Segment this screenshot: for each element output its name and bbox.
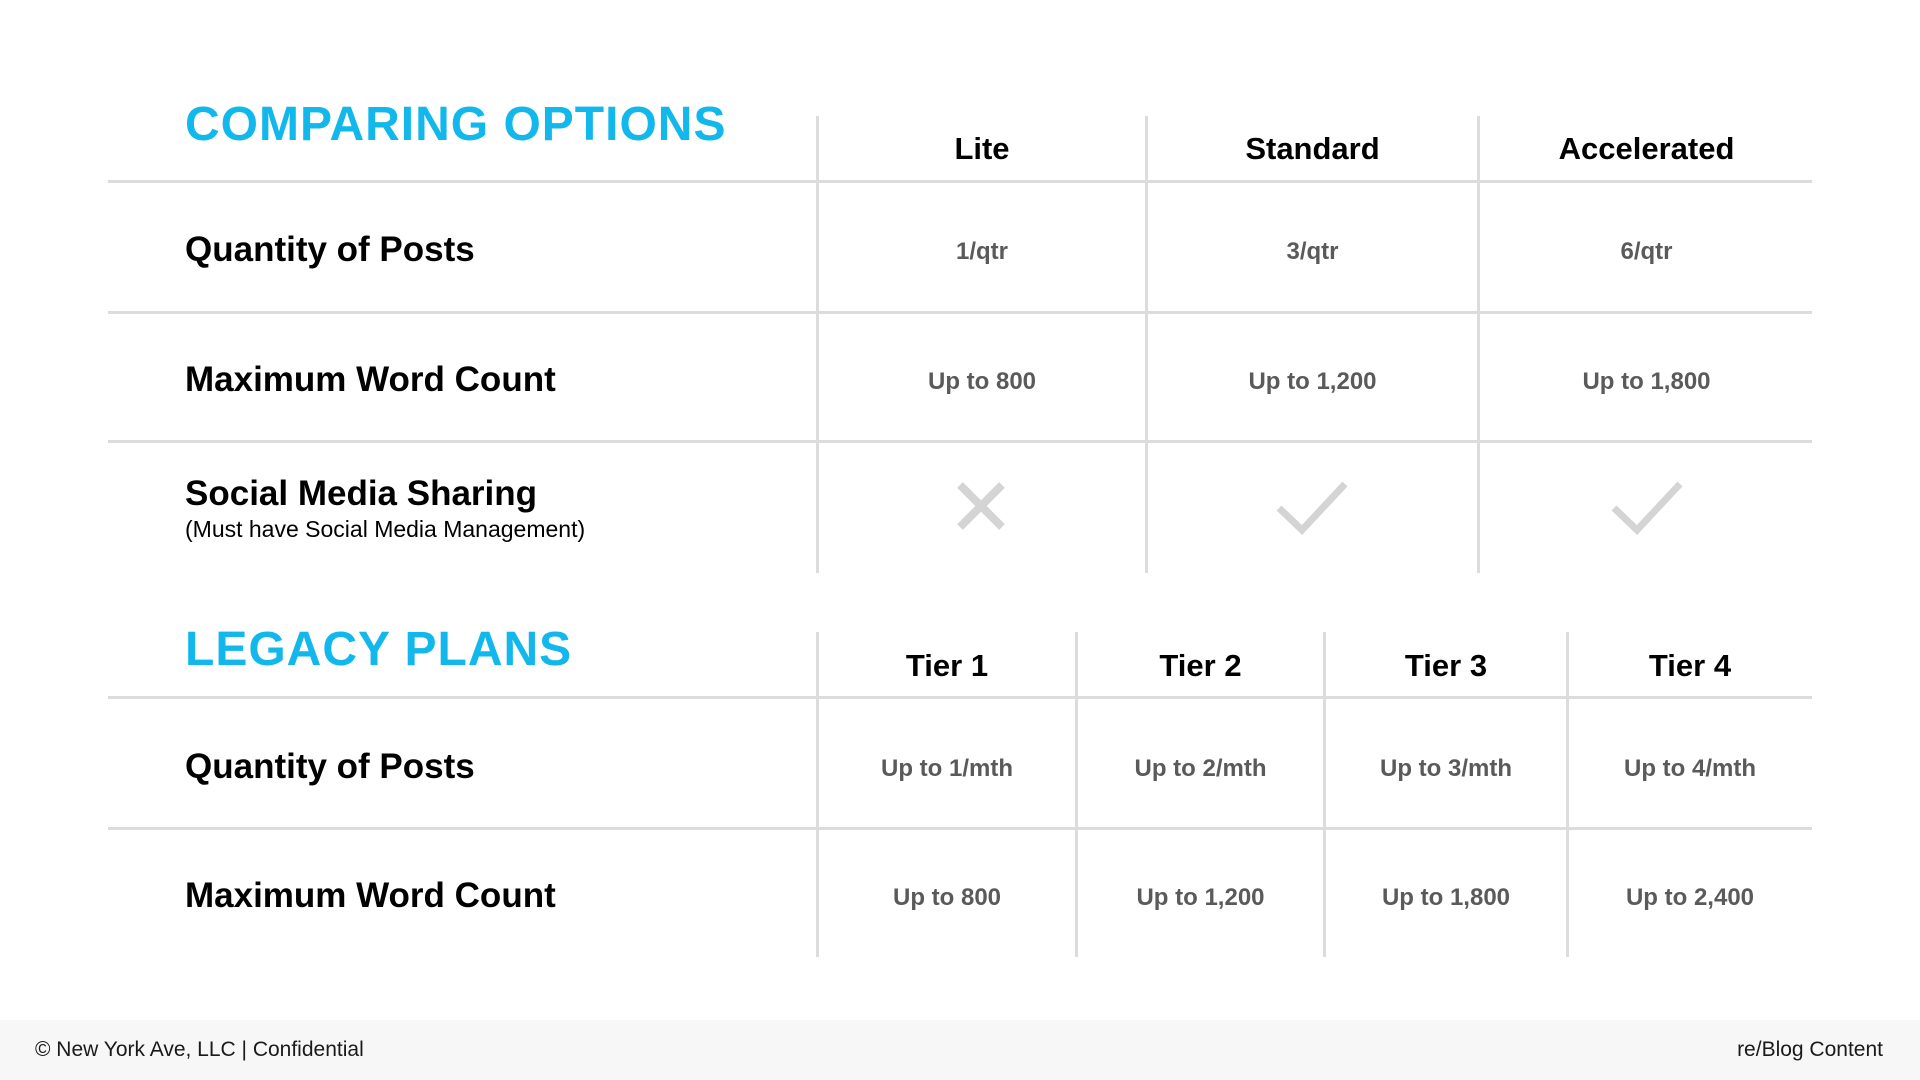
row-label-maximum-word-count: Maximum Word Count [185,876,556,915]
row-label-social-media-sharing: Social Media Sharing [185,474,538,513]
cell-value: Up to 3/mth [1380,755,1512,782]
column-header-standard: Standard [1245,131,1380,166]
row-label-maximum-word-count: Maximum Word Count [185,360,556,399]
footer-copyright: © New York Ave, LLC | Confidential [35,1038,364,1061]
cell-value: Up to 800 [892,884,1002,911]
column-header-tier-2: Tier 2 [1159,648,1242,683]
cell-value: Up to 2,400 [1625,884,1755,911]
cell-value: 6/qtr [1620,238,1673,265]
divider [1477,116,1480,573]
cell-value: 1/qtr [955,238,1008,265]
divider [816,116,819,573]
x-icon [955,480,1007,532]
comparing-options-title: COMPARING OPTIONS [185,98,727,151]
cell-value: Up to 1/mth [881,755,1013,782]
footer-section-name: re/Blog Content [1737,1038,1883,1061]
cell-value: Up to 800 [927,368,1037,395]
divider [108,440,1812,443]
column-header-tier-3: Tier 3 [1404,648,1488,683]
cell-value: 3/qtr [1286,238,1339,265]
row-sublabel: (Must have Social Media Management) [185,516,586,542]
column-header-tier-1: Tier 1 [905,648,989,683]
check-icon [1610,478,1684,536]
divider [108,696,1812,699]
cell-value: Up to 1,200 [1248,368,1377,395]
column-header-tier-4: Tier 4 [1648,648,1732,683]
legacy-plans-title: LEGACY PLANS [185,623,573,676]
row-label-quantity-of-posts: Quantity of Posts [185,230,475,269]
divider [108,827,1812,830]
cell-value: Up to 1,200 [1136,884,1265,911]
column-header-lite: Lite [954,131,1010,166]
cell-value: Up to 2/mth [1134,755,1267,782]
check-icon [1275,478,1349,536]
cell-value: Up to 4/mth [1624,755,1756,782]
divider [1145,116,1148,573]
divider [108,180,1812,183]
row-label-quantity-of-posts: Quantity of Posts [185,747,475,786]
cell-value: Up to 1,800 [1381,884,1511,911]
cell-value: Up to 1,800 [1582,368,1711,395]
column-header-accelerated: Accelerated [1558,131,1735,166]
divider [108,311,1812,314]
